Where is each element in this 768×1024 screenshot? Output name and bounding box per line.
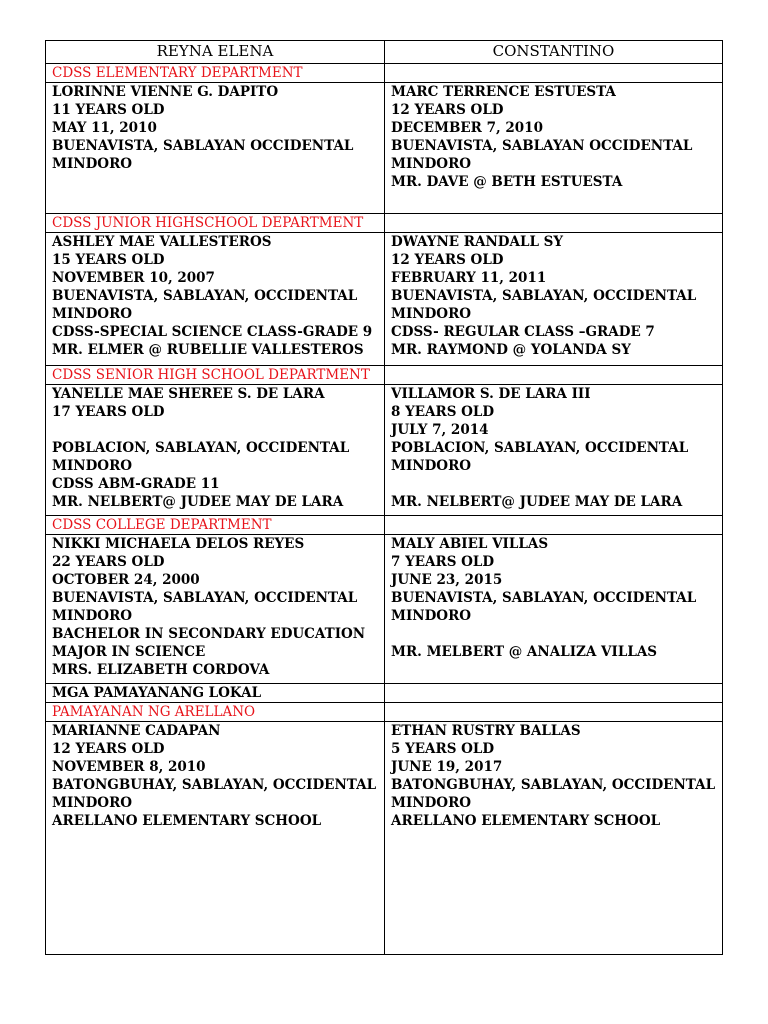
department-1-heading: CDSS ELEMENTARY DEPARTMENT (46, 64, 385, 83)
entry-line: ARELLANO ELEMENTARY SCHOOL (391, 813, 661, 829)
entry-line: BUENAVISTA, SABLAYAN, OCCIDENTAL (391, 288, 697, 304)
entry-line: ETHAN RUSTRY BALLAS (391, 723, 581, 739)
column-header-reyna-elena: REYNA ELENA (46, 41, 385, 64)
entry-row (46, 535, 723, 684)
entry-line: MARC TERRENCE ESTUESTA (391, 84, 616, 100)
department-4-row (46, 516, 723, 535)
entry-line: BUENAVISTA, SABLAYAN, OCCIDENTAL (391, 590, 697, 606)
entry-line: NOVEMBER 10, 2007 (52, 270, 215, 286)
entry-line: DECEMBER 7, 2010 (391, 120, 543, 136)
entry-line: MINDORO (52, 795, 133, 811)
entry-line (52, 421, 378, 439)
entry-line: 17 YEARS OLD (52, 404, 165, 420)
department-4-heading: CDSS COLLEGE DEPARTMENT (46, 516, 385, 535)
entry-row (46, 385, 723, 516)
entry-line: MINDORO (391, 156, 472, 172)
entry-line: MINDORO (52, 306, 133, 322)
right-entry-cell (385, 722, 723, 955)
entry-line: YANELLE MAE SHEREE S. DE LARA (52, 386, 325, 402)
entry-line: 15 YEARS OLD (52, 252, 165, 268)
column-header-constantino: CONSTANTINO (385, 41, 723, 64)
entry-line: JUNE 19, 2017 (391, 759, 503, 775)
entry-row (46, 722, 723, 955)
entry-line: MINDORO (391, 458, 472, 474)
right-entry-cell (385, 233, 723, 366)
entry-line: JULY 7, 2014 (391, 422, 489, 438)
entry-line: 12 YEARS OLD (391, 102, 504, 118)
department-1-empty-cell (385, 64, 723, 83)
department-3-row (46, 366, 723, 385)
arellano-department-empty-cell (385, 703, 723, 722)
entry-line: 8 YEARS OLD (391, 404, 495, 420)
entry-line: CDSS-SPECIAL SCIENCE CLASS-GRADE 9 (52, 324, 373, 340)
local-communities-heading: MGA PAMAYANANG LOKAL (46, 684, 385, 703)
entry-line: FEBRUARY 11, 2011 (391, 270, 547, 286)
entry-row (46, 83, 723, 214)
entry-line: MINDORO (52, 156, 133, 172)
local-communities-row (46, 684, 723, 703)
header-row (46, 41, 723, 64)
entry-line: POBLACION, SABLAYAN, OCCIDENTAL (52, 440, 350, 456)
department-2-row (46, 214, 723, 233)
entry-line: 12 YEARS OLD (391, 252, 504, 268)
entry-line: MRS. ELIZABETH CORDOVA (52, 662, 270, 678)
entry-line: BUENAVISTA, SABLAYAN, OCCIDENTAL (52, 590, 358, 606)
right-entry-cell (385, 385, 723, 516)
left-entry-cell (46, 722, 385, 955)
entry-line: JUNE 23, 2015 (391, 572, 503, 588)
entry-line: CDSS ABM-GRADE 11 (52, 476, 220, 492)
entry-line: BATONGBUHAY, SABLAYAN, OCCIDENTAL (52, 777, 377, 793)
entry-line: BATONGBUHAY, SABLAYAN, OCCIDENTAL (391, 777, 716, 793)
entry-line: ASHLEY MAE VALLESTEROS (52, 234, 272, 250)
department-2-heading: CDSS JUNIOR HIGHSCHOOL DEPARTMENT (46, 214, 385, 233)
entry-line: MR. DAVE @ BETH ESTUESTA (391, 174, 623, 190)
entry-line: MARIANNE CADAPAN (52, 723, 221, 739)
entry-line: MINDORO (391, 608, 472, 624)
arellano-department-row (46, 703, 723, 722)
document-table (45, 40, 723, 955)
entry-line: MINDORO (391, 306, 472, 322)
entry-line: MR. MELBERT @ ANALIZA VILLAS (391, 644, 658, 660)
department-2-empty-cell (385, 214, 723, 233)
left-entry-cell (46, 535, 385, 684)
entry-line: MR. RAYMOND @ YOLANDA SY (391, 342, 631, 358)
right-entry-cell (385, 83, 723, 214)
entry-line: 7 YEARS OLD (391, 554, 495, 570)
entry-line: 11 YEARS OLD (52, 102, 165, 118)
entry-line: MR. NELBERT@ JUDEE MAY DE LARA (52, 494, 344, 510)
entry-line: MALY ABIEL VILLAS (391, 536, 549, 552)
department-3-empty-cell (385, 366, 723, 385)
entry-line: BUENAVISTA, SABLAYAN OCCIDENTAL (52, 138, 354, 154)
entry-line: BUENAVISTA, SABLAYAN OCCIDENTAL (391, 138, 693, 154)
department-1-row (46, 64, 723, 83)
entry-line: MAJOR IN SCIENCE (52, 644, 206, 660)
entry-line: BACHELOR IN SECONDARY EDUCATION (52, 626, 366, 642)
entry-row (46, 233, 723, 366)
entry-line: NOVEMBER 8, 2010 (52, 759, 206, 775)
entry-line: LORINNE VIENNE G. DAPITO (52, 84, 279, 100)
left-entry-cell (46, 385, 385, 516)
entry-line: MR. ELMER @ RUBELLIE VALLESTEROS (52, 342, 364, 358)
table-body (46, 64, 723, 955)
department-4-empty-cell (385, 516, 723, 535)
entry-line: CDSS- REGULAR CLASS –GRADE 7 (391, 324, 655, 340)
entry-line (391, 475, 716, 493)
entry-line: OCTOBER 24, 2000 (52, 572, 200, 588)
entry-line: ARELLANO ELEMENTARY SCHOOL (52, 813, 322, 829)
entry-line: VILLAMOR S. DE LARA III (391, 386, 591, 402)
entry-line (391, 625, 716, 643)
entry-line: NIKKI MICHAELA DELOS REYES (52, 536, 305, 552)
department-3-heading: CDSS SENIOR HIGH SCHOOL DEPARTMENT (46, 366, 385, 385)
entry-line: BUENAVISTA, SABLAYAN, OCCIDENTAL (52, 288, 358, 304)
entry-line: MINDORO (52, 458, 133, 474)
left-entry-cell (46, 233, 385, 366)
entry-line: DWAYNE RANDALL SY (391, 234, 564, 250)
local-communities-empty-cell (385, 684, 723, 703)
entry-line: MR. NELBERT@ JUDEE MAY DE LARA (391, 494, 683, 510)
entry-line: MINDORO (391, 795, 472, 811)
entry-line: 12 YEARS OLD (52, 741, 165, 757)
entry-line: MAY 11, 2010 (52, 120, 157, 136)
entry-line: 5 YEARS OLD (391, 741, 495, 757)
entry-line: MINDORO (52, 608, 133, 624)
left-entry-cell (46, 83, 385, 214)
entry-line: POBLACION, SABLAYAN, OCCIDENTAL (391, 440, 689, 456)
right-entry-cell (385, 535, 723, 684)
entry-line: 22 YEARS OLD (52, 554, 165, 570)
arellano-department-heading: PAMAYANAN NG ARELLANO (46, 703, 385, 722)
